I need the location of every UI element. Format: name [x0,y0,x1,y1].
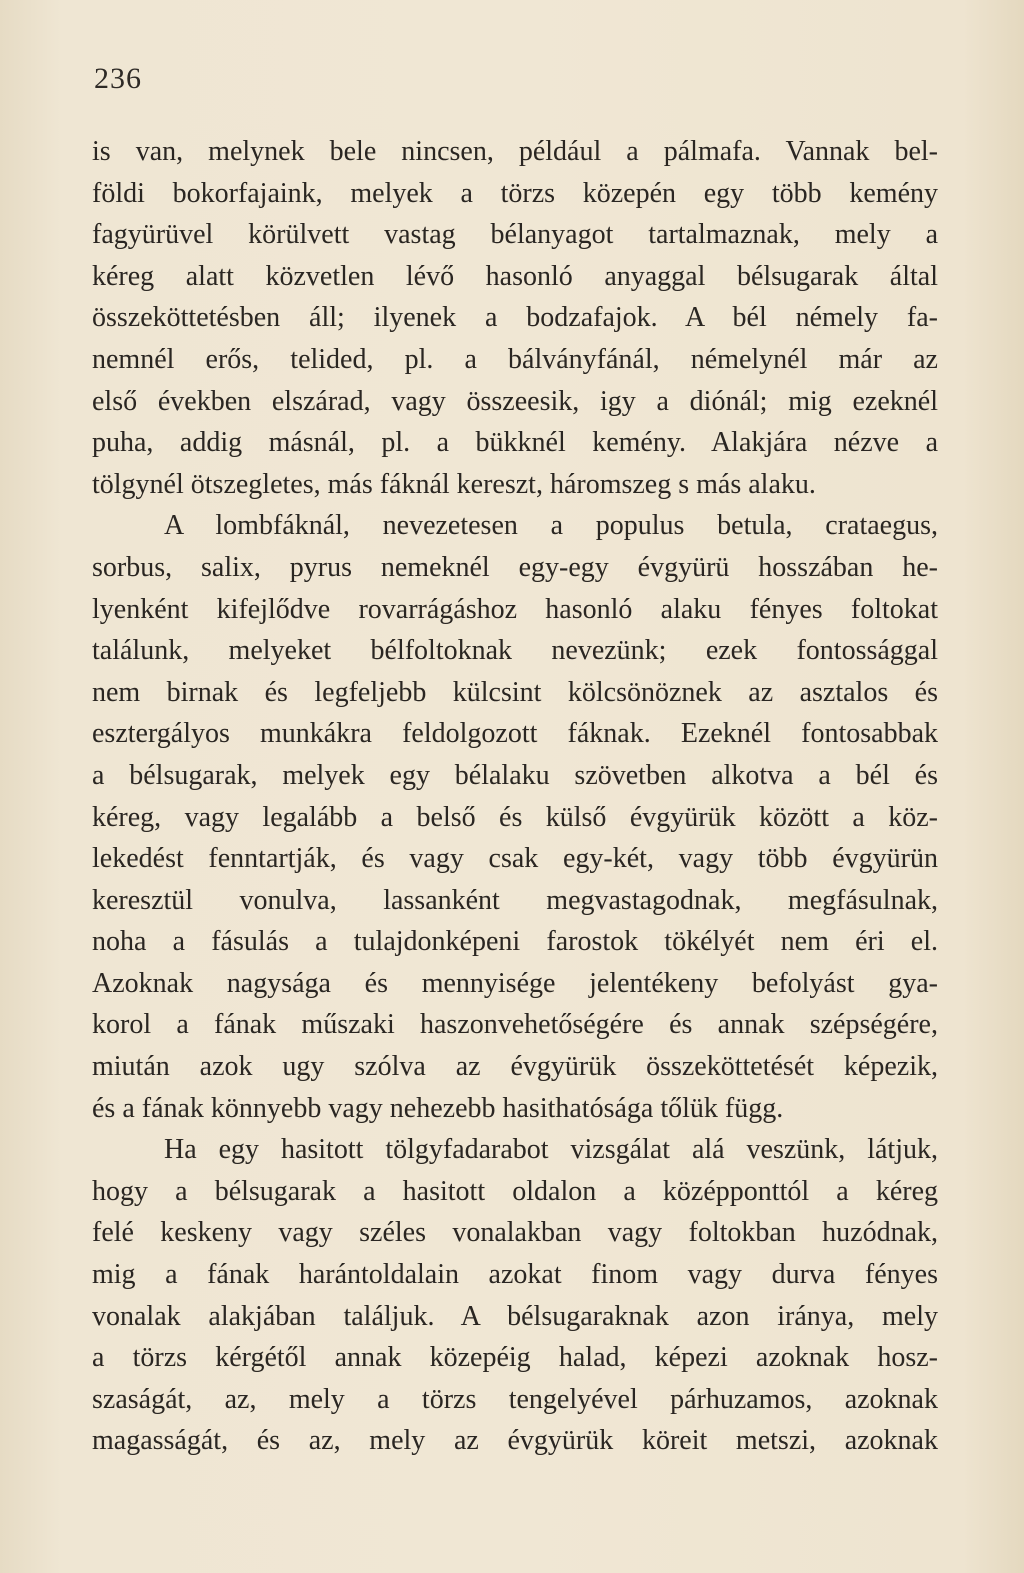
body-text [92,131,938,1462]
text-line: szaságát, az, mely a törzs tengelyével párhuzamos, azoknak [92,1383,938,1415]
page-number: 236 [94,62,142,95]
text-line: tölgynél ötszegletes, más fáknál kereszt, háromszeg s más alaku. [92,468,816,500]
text-line: a törzs kérgétől annak közepéig halad, képezi azoknak hosz- [92,1342,938,1374]
text-line: összeköttetésben áll; ilyenek a bodzafajok. A bél némely fa- [92,302,938,334]
text-line: noha a fásulás a tulajdonképeni farostok tökélyét nem éri el. [92,926,938,958]
text-line: kéreg alatt közvetlen lévő hasonló anyaggal bélsugarak által [92,260,938,292]
text-line: Ha egy hasitott tölgyfadarabot vizsgálat alá veszünk, látjuk, [164,1134,938,1166]
text-line: esztergályos munkákra feldolgozott fáknak. Ezeknél fontosabbak [92,718,938,750]
text-line: nemnél erős, telided, pl. a bálványfánál, némelynél már az [92,343,938,375]
text-line: első években elszárad, vagy összeesik, igy a diónál; mig ezeknél [92,385,938,417]
text-line: lekedést fenntartják, és vagy csak egy-két, vagy több évgyürün [92,843,938,875]
text-line: keresztül vonulva, lassanként megvastagodnak, megfásulnak, [92,884,938,916]
text-line: hogy a bélsugarak a hasitott oldalon a középponttól a kéreg [92,1175,938,1207]
text-line: fagyürüvel körülvett vastag bélanyagot tartalmaznak, mely a [92,219,938,251]
text-line: is van, melynek bele nincsen, például a pálmafa. Vannak bel- [92,136,938,167]
text-line: földi bokorfajaink, melyek a törzs közepén egy több kemény [92,177,938,209]
text-line: A lombfáknál, nevezetesen a populus betula, crataegus, [164,510,938,542]
text-line: miután azok ugy szólva az évgyürük összeköttetését képezik, [92,1051,938,1083]
text-line: találunk, melyeket bélfoltoknak nevezünk; ezek fontossággal [92,635,938,667]
text-line: és a fának könnyebb vagy nehezebb hasithatósága tőlük függ. [92,1092,784,1124]
text-line: mig a fának harántoldalain azokat finom vagy durva fényes [92,1259,938,1291]
text-line: nem birnak és legfeljebb külcsint kölcsönöznek az asztalos és [92,676,938,708]
text-line: kéreg, vagy legalább a belső és külső évgyürük között a köz- [92,801,938,833]
text-line: a bélsugarak, melyek egy bélalaku szövetben alkotva a bél és [92,759,938,791]
text-line: magasságát, és az, mely az évgyürük köreit metszi, azoknak [92,1425,938,1457]
text-line: sorbus, salix, pyrus nemeknél egy-egy évgyürü hosszában he- [92,551,938,583]
text-line: vonalak alakjában találjuk. A bélsugaraknak azon iránya, mely [92,1300,938,1332]
text-line: puha, addig másnál, pl. a bükknél kemény. Alakjára nézve a [92,427,938,459]
text-line: korol a fának műszaki haszonvehetőségére és annak szépségére, [92,1009,938,1041]
text-line: felé keskeny vagy széles vonalakban vagy foltokban huzódnak, [92,1217,938,1249]
text-line: Azoknak nagysága és mennyisége jelentékeny befolyást gya- [92,967,938,999]
text-line: lyenként kifejlődve rovarrágáshoz hasonló alaku fényes foltokat [92,593,938,625]
